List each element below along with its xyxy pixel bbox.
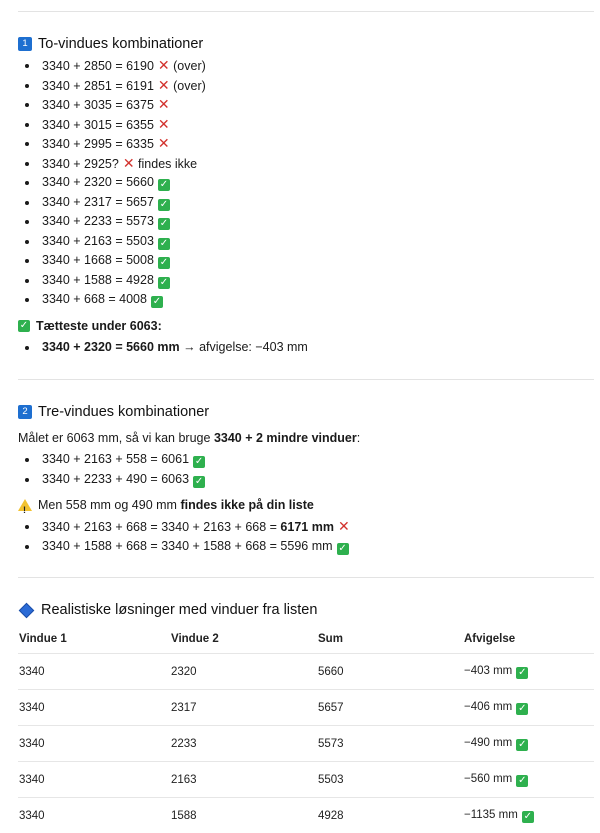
- list-item: 3340 + 2995 = 6335 ✕: [18, 134, 594, 154]
- section-heading: [18, 599, 594, 621]
- table-cell: 3340: [18, 726, 170, 762]
- table-row: [18, 654, 594, 690]
- check-icon: ✓: [18, 320, 30, 332]
- column-header: Vindue 2: [170, 625, 317, 654]
- check-icon: ✓: [516, 703, 528, 715]
- table-cell: 3340: [18, 654, 170, 690]
- check-icon: ✓: [158, 257, 170, 269]
- table-cell: 3340: [18, 762, 170, 798]
- table-cell: 4928: [317, 798, 463, 833]
- divider: [18, 379, 594, 380]
- warning-note: ! Men 558 mm og 490 mm findes ikke på din liste: [18, 495, 594, 515]
- list-item: 3340 + 2851 = 6191 ✕ (over): [18, 76, 594, 96]
- table-cell: 1588: [170, 798, 317, 833]
- table-cell: −1135 mm ✓: [463, 798, 594, 833]
- divider: [18, 11, 594, 12]
- table-header-row: [18, 625, 594, 654]
- solutions-table: [18, 625, 594, 833]
- list-item: 3340 + 1668 = 5008 ✓: [18, 251, 594, 271]
- check-icon: ✓: [193, 456, 205, 468]
- check-icon: ✓: [158, 277, 170, 289]
- list-item: 3340 + 2320 = 5660 ✓: [18, 173, 594, 193]
- check-icon: ✓: [151, 296, 163, 308]
- table-cell: −560 mm ✓: [463, 762, 594, 798]
- section-heading: [18, 33, 594, 55]
- list-item: 3340 + 2317 = 5657 ✓: [18, 193, 594, 213]
- column-header: Afvigelse: [463, 625, 594, 654]
- blue-diamond-icon: [19, 602, 35, 618]
- cross-icon: ✕: [338, 518, 350, 534]
- combination-list: [18, 56, 594, 310]
- check-icon: ✓: [337, 543, 349, 555]
- column-header: Sum: [317, 625, 463, 654]
- warning-icon: !: [18, 499, 32, 511]
- table-cell: 3340: [18, 798, 170, 833]
- list-item: 3340 + 3015 = 6355 ✕: [18, 115, 594, 135]
- table-cell: 2163: [170, 762, 317, 798]
- cross-icon: ✕: [158, 57, 170, 73]
- check-icon: ✓: [522, 811, 534, 823]
- table-cell: 3340: [18, 690, 170, 726]
- list-item: 3340 + 2163 + 558 = 6061 ✓: [18, 450, 594, 470]
- divider: [18, 577, 594, 578]
- cross-icon: ✕: [158, 77, 170, 93]
- table-cell: 2320: [170, 654, 317, 690]
- cross-icon: ✕: [123, 155, 135, 171]
- list-item: 3340 + 2850 = 6190 ✕ (over): [18, 56, 594, 76]
- check-icon: ✓: [516, 667, 528, 679]
- check-icon: ✓: [516, 775, 528, 787]
- number-one-icon: 1: [18, 37, 32, 51]
- table-cell: 5660: [317, 654, 463, 690]
- section-solutions: [18, 599, 594, 833]
- cross-icon: ✕: [158, 135, 170, 151]
- table-cell: −490 mm ✓: [463, 726, 594, 762]
- table-cell: −403 mm ✓: [463, 654, 594, 690]
- check-icon: ✓: [193, 476, 205, 488]
- list-item: 3340 + 2233 + 490 = 6063 ✓: [18, 470, 594, 490]
- table-cell: −406 mm ✓: [463, 690, 594, 726]
- check-icon: ✓: [516, 739, 528, 751]
- list-item: 3340 + 1588 + 668 = 3340 + 1588 + 668 = 5596 mm ✓: [18, 537, 594, 557]
- cross-icon: ✕: [158, 116, 170, 132]
- list-item: 3340 + 2163 + 668 = 3340 + 2163 + 668 = 6171 mm ✕: [18, 517, 594, 537]
- list-item: 3340 + 3035 = 6375 ✕: [18, 95, 594, 115]
- table-cell: 5573: [317, 726, 463, 762]
- check-icon: ✓: [158, 199, 170, 211]
- section-title: Tre-vindues kombinationer: [38, 404, 209, 420]
- table-row: [18, 726, 594, 762]
- section-title: To-vindues kombinationer: [38, 36, 203, 52]
- table-row: [18, 690, 594, 726]
- check-icon: ✓: [158, 218, 170, 230]
- number-two-icon: 2: [18, 405, 32, 419]
- section-title: Realistiske løsninger med vinduer fra listen: [41, 602, 317, 618]
- table-cell: 2317: [170, 690, 317, 726]
- list-item: 3340 + 2925? ✕ findes ikke: [18, 154, 594, 174]
- table-cell: 5503: [317, 762, 463, 798]
- check-icon: ✓: [158, 179, 170, 191]
- list-item: 3340 + 2163 = 5503 ✓: [18, 232, 594, 252]
- table-cell: 5657: [317, 690, 463, 726]
- list-item: 3340 + 2320 = 5660 mm → afvigelse: −403 mm: [18, 338, 594, 358]
- combination-list-2: [18, 517, 594, 556]
- section-two-window: [18, 33, 594, 357]
- intro-paragraph: Målet er 6063 mm, så vi kan bruge 3340 + 2 mindre vinduer:: [18, 428, 594, 448]
- section-heading: [18, 401, 594, 423]
- closest-note: ✓ Tætteste under 6063:: [18, 316, 594, 336]
- closest-list: [18, 338, 594, 358]
- table-cell: 2233: [170, 726, 317, 762]
- column-header: Vindue 1: [18, 625, 170, 654]
- check-icon: ✓: [158, 238, 170, 250]
- list-item: 3340 + 1588 = 4928 ✓: [18, 271, 594, 291]
- table-row: [18, 762, 594, 798]
- cross-icon: ✕: [158, 96, 170, 112]
- table-row: [18, 798, 594, 833]
- combination-list: [18, 450, 594, 489]
- list-item: 3340 + 2233 = 5573 ✓: [18, 212, 594, 232]
- section-three-window: [18, 401, 594, 556]
- list-item: 3340 + 668 = 4008 ✓: [18, 290, 594, 310]
